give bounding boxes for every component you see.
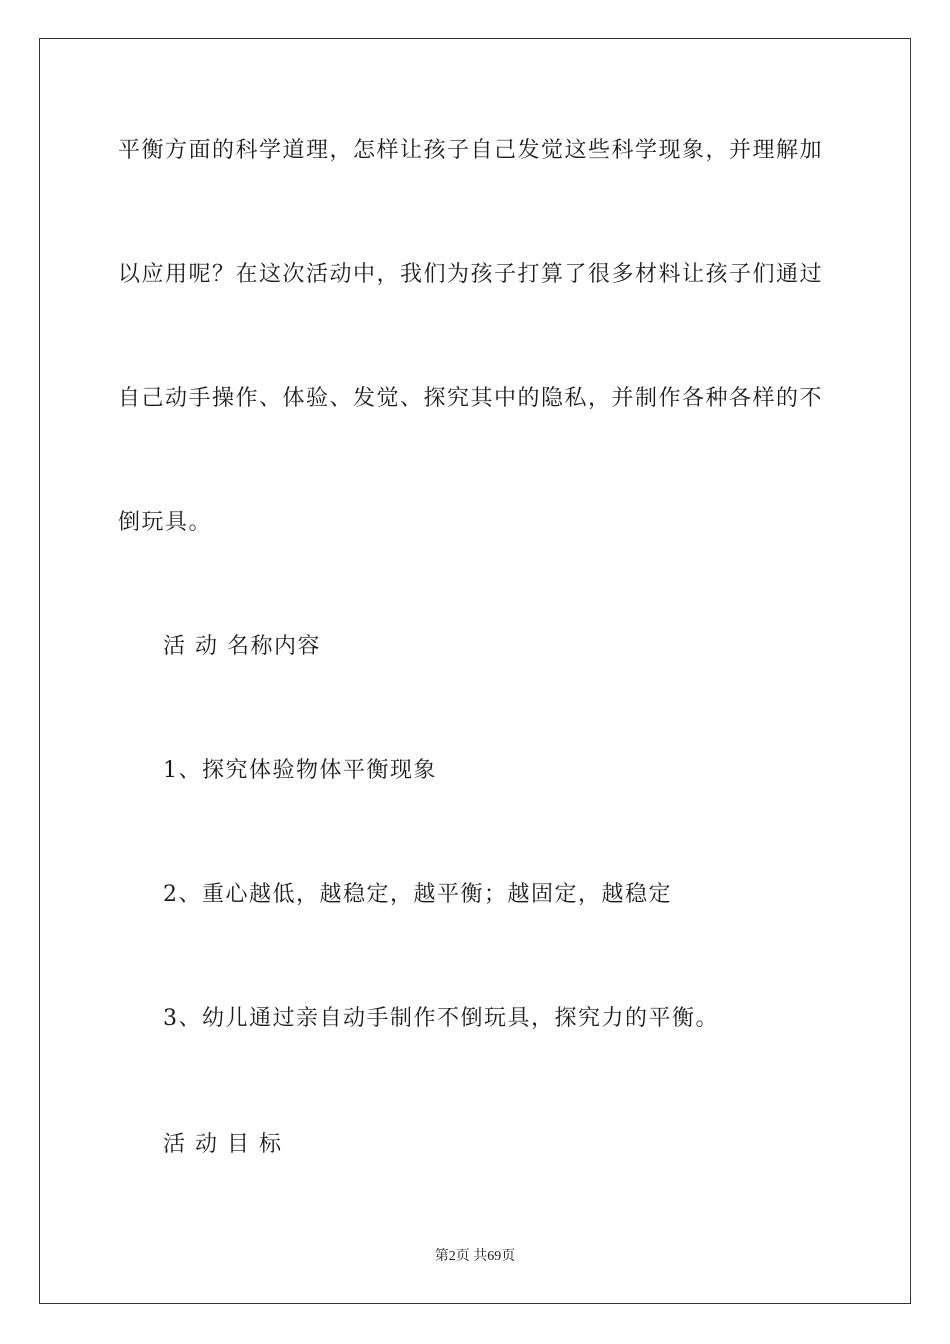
paragraph-line-1: 平衡方面的科学道理，怎样让孩子自己发觉这些科学现象，并理解加 bbox=[118, 138, 824, 163]
section-heading-goals: 活 动 目 标 bbox=[163, 1132, 283, 1157]
section-heading-content: 活 动 名称内容 bbox=[163, 634, 321, 659]
paragraph-line-4: 倒玩具。 bbox=[118, 510, 213, 535]
page-border bbox=[39, 38, 911, 1304]
content-item-1: 1、探究体验物体平衡现象 bbox=[163, 758, 437, 783]
paragraph-line-2: 以应用呢？在这次活动中，我们为孩子打算了很多材料让孩子们通过 bbox=[118, 262, 824, 287]
paragraph-line-3: 自己动手操作、体验、发觉、探究其中的隐私，并制作各种各样的不 bbox=[118, 386, 824, 411]
content-item-3: 3、幼儿通过亲自动手制作不倒玩具，探究力的平衡。 bbox=[163, 1006, 719, 1031]
content-item-2: 2、重心越低，越稳定，越平衡；越固定，越稳定 bbox=[163, 882, 672, 907]
page-number-footer: 第2页 共69页 bbox=[434, 1249, 516, 1264]
